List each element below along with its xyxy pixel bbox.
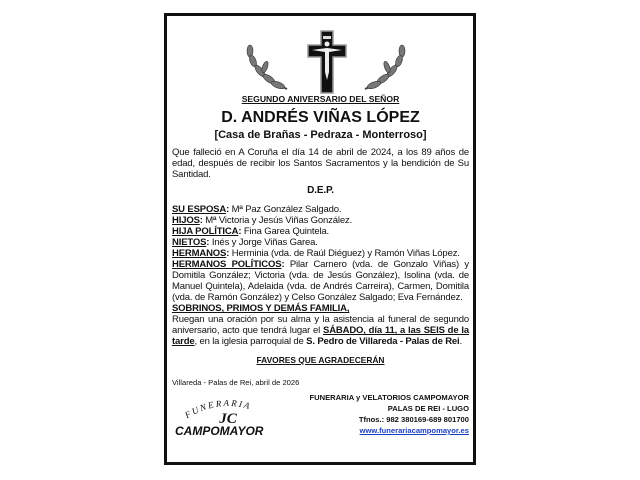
notice-body	[172, 94, 469, 366]
dep-label: D.E.P.	[307, 185, 334, 196]
deceased-name: D. ANDRÉS VIÑAS LÓPEZ	[221, 109, 420, 126]
crucifix-icon	[307, 30, 347, 94]
family-list	[172, 204, 469, 347]
family-label: SU ESPOSA	[172, 204, 227, 215]
family-entry: SU ESPOSA: Mª Paz González Salgado.	[172, 204, 342, 215]
funeral-home-info	[310, 392, 469, 436]
family-text: Pilar Carnero (vda. de Gonzalo Viñas) y Domitila González; Victoria (vda. de Jesús González), Isolina (vda. de Manuel Quintela), Adelaida (vda. de Andrés Carreira), Carmen, Domitila (vda. de Ramón González) y Celso González Salgado; Eva Fernández.	[172, 259, 469, 303]
svg-text:FUNERARIA	[182, 398, 253, 421]
notice-subtitle: SEGUNDO ANIVERSARIO DEL SEÑOR	[241, 94, 400, 104]
family-label: HIJA POLÍTICA	[172, 226, 239, 237]
family-text: Mª Paz González Salgado.	[231, 204, 342, 215]
funeral-request	[172, 314, 469, 347]
laurel-branch-right-icon	[361, 43, 409, 93]
notice-footer	[172, 392, 469, 436]
family-entry: HIJOS: Mª Victoria y Jesús Viñas González.	[172, 215, 353, 226]
request-text: , en la iglesia parroquial de	[194, 336, 307, 347]
family-text: Fina Garea Quintela.	[243, 226, 330, 237]
funeral-home-phones: Tfnos.: 982 380169-689 801700	[358, 415, 469, 424]
family-entry: HIJA POLÍTICA: Fina Garea Quintela.	[172, 226, 330, 237]
logo-top-text: FUNERARIA	[183, 397, 253, 421]
family-text: Herminia (vda. de Raúl Diéguez) y Ramón Viñas López.	[231, 248, 460, 259]
date-place: Villareda - Palas de Rei, abril de 2026	[172, 378, 300, 387]
family-entry: NIETOS: Inés y Jorge Viñas Garea.	[172, 237, 318, 248]
funeral-home-name: FUNERARIA y VELATORIOS CAMPOMAYOR	[309, 393, 469, 402]
family-label: HERMANOS	[172, 248, 227, 259]
intro-paragraph: Que falleció en A Coruña el día 14 de abril de 2024, a los 89 años de edad, después de recibir los Santos Sacramentos y la bendición de Su Santidad.	[172, 147, 469, 180]
family-entry: HERMANOS POLÍTICOS: Pilar Carnero (vda. de Gonzalo Viñas) y Domitila González; Victoria (vda. de Jesús González), Isolina (vda. de Manuel Quintela), Adelaida (vda. de Andrés Carreira), Carmen, Domitila (vda. de Ramón González) y Celso González Salgado; Eva Fernández.	[172, 259, 469, 303]
funeral-home-logo	[172, 396, 292, 436]
funeral-home-website-link[interactable]: www.funerariacampomayor.es	[359, 426, 469, 435]
family-label: HERMANOS POLÍTICOS	[172, 259, 282, 270]
funeral-home-city: PALAS DE REI - LUGO	[387, 404, 469, 413]
logo-initials: JC	[219, 411, 237, 427]
laurel-branch-left-icon	[243, 43, 291, 93]
notice-border	[164, 13, 476, 465]
family-label: HIJOS	[172, 215, 200, 226]
funeral-when: SÁBADO, día 11, a las SEIS de la tarde	[172, 325, 469, 347]
logo-bottom-text: CAMPOMAYOR	[175, 424, 264, 436]
others-label: SOBRINOS, PRIMOS Y DEMÁS FAMILIA,	[172, 303, 350, 314]
family-text: Mª Victoria y Jesús Viñas González.	[205, 215, 353, 226]
deceased-home: [Casa de Brañas - Pedraza - Monterroso]	[214, 129, 427, 141]
favores-label: FAVORES QUE AGRADECERÁN	[256, 355, 385, 365]
request-text: Ruegan una oración por su alma y la asistencia al funeral de segundo aniversario, acto que tendrá lugar el	[172, 314, 469, 336]
family-label: NIETOS	[172, 237, 207, 248]
family-entry: HERMANOS: Herminia (vda. de Raúl Diéguez) y Ramón Viñas López.	[172, 248, 460, 259]
family-text: Inés y Jorge Viñas Garea.	[211, 237, 318, 248]
church-name: S. Pedro de Villareda - Palas de Rei	[306, 336, 460, 347]
request-text: .	[459, 336, 463, 347]
